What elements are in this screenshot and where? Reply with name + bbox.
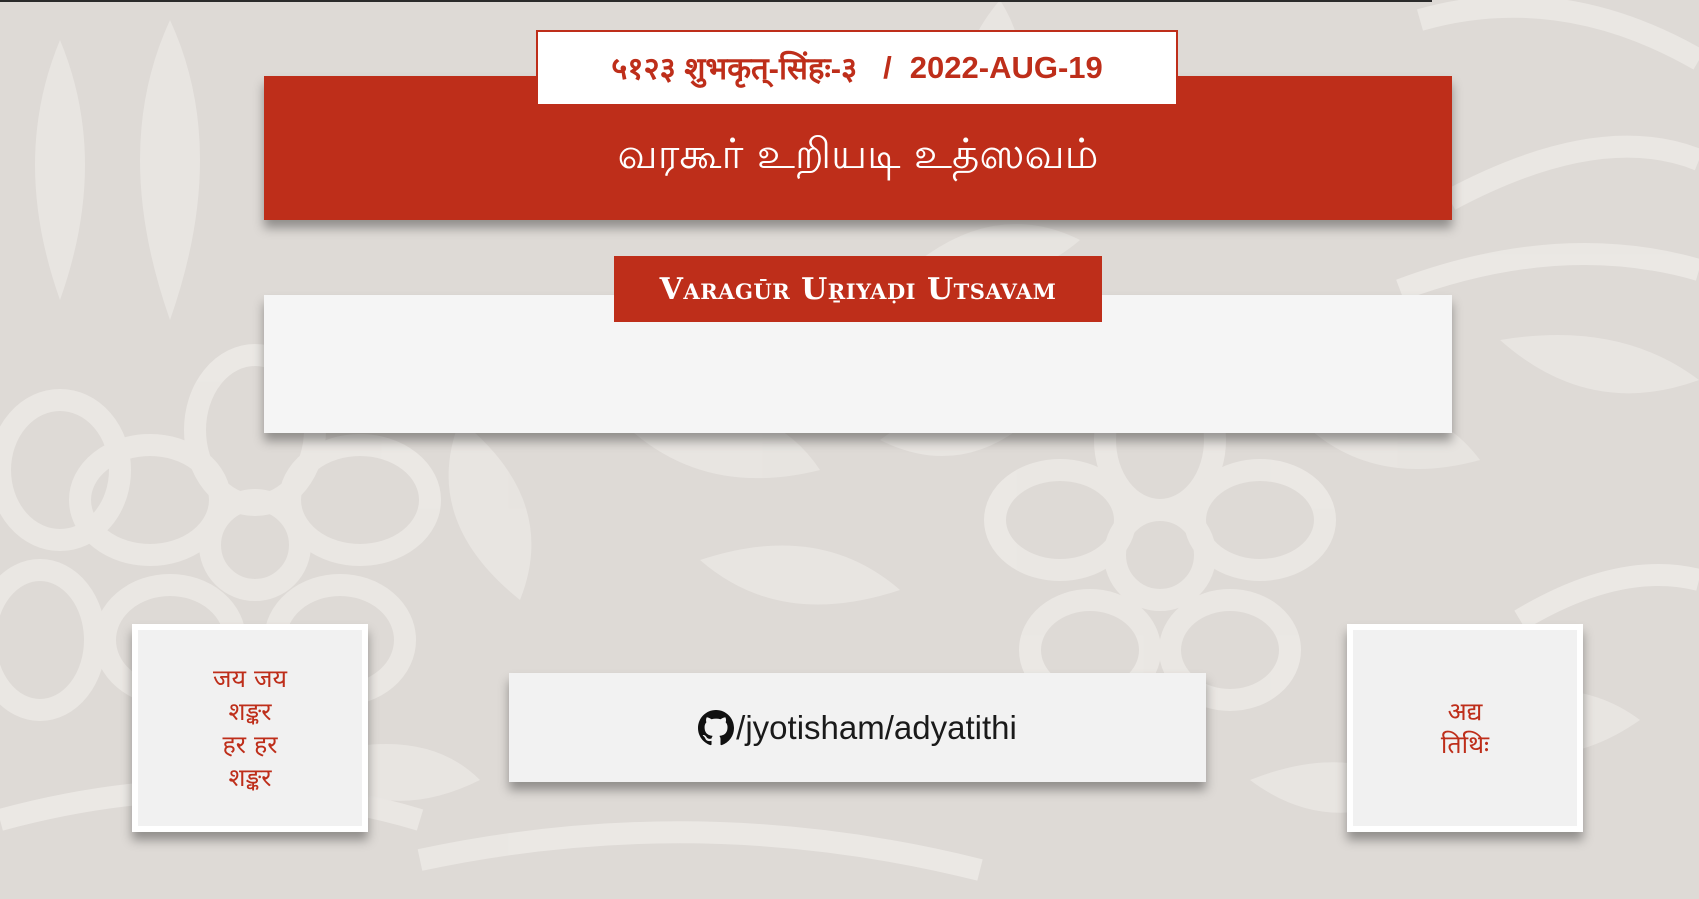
date-box: [536, 30, 1178, 106]
page-title: வரகூர் உறியடி உத்ஸவம்: [617, 129, 1099, 178]
right-card: [1347, 624, 1583, 832]
left-card-line: शङ्कर: [228, 763, 272, 792]
github-link[interactable]: [509, 673, 1206, 782]
subtitle-badge: [614, 256, 1102, 322]
gregorian-date: 2022-AUG-19: [909, 50, 1103, 85]
top-border-line: [0, 0, 1432, 2]
right-card-line: अद्य: [1447, 697, 1483, 726]
subtitle-text: Varagūr Uṟiyaḍi Utsavam: [659, 271, 1057, 307]
left-card-line: हर हर: [222, 730, 278, 759]
left-card-line: जय जय: [212, 664, 288, 693]
left-card-line: शङ्कर: [228, 697, 272, 726]
date-separator: /: [883, 50, 892, 85]
left-card: [132, 624, 368, 832]
right-card-line: तिथिः: [1440, 730, 1490, 759]
github-link-text: /jyotisham/adyatithi: [736, 708, 1017, 746]
native-date: ५१२३ शुभकृत्-सिंहः-३: [611, 51, 858, 86]
github-icon: [698, 710, 734, 746]
